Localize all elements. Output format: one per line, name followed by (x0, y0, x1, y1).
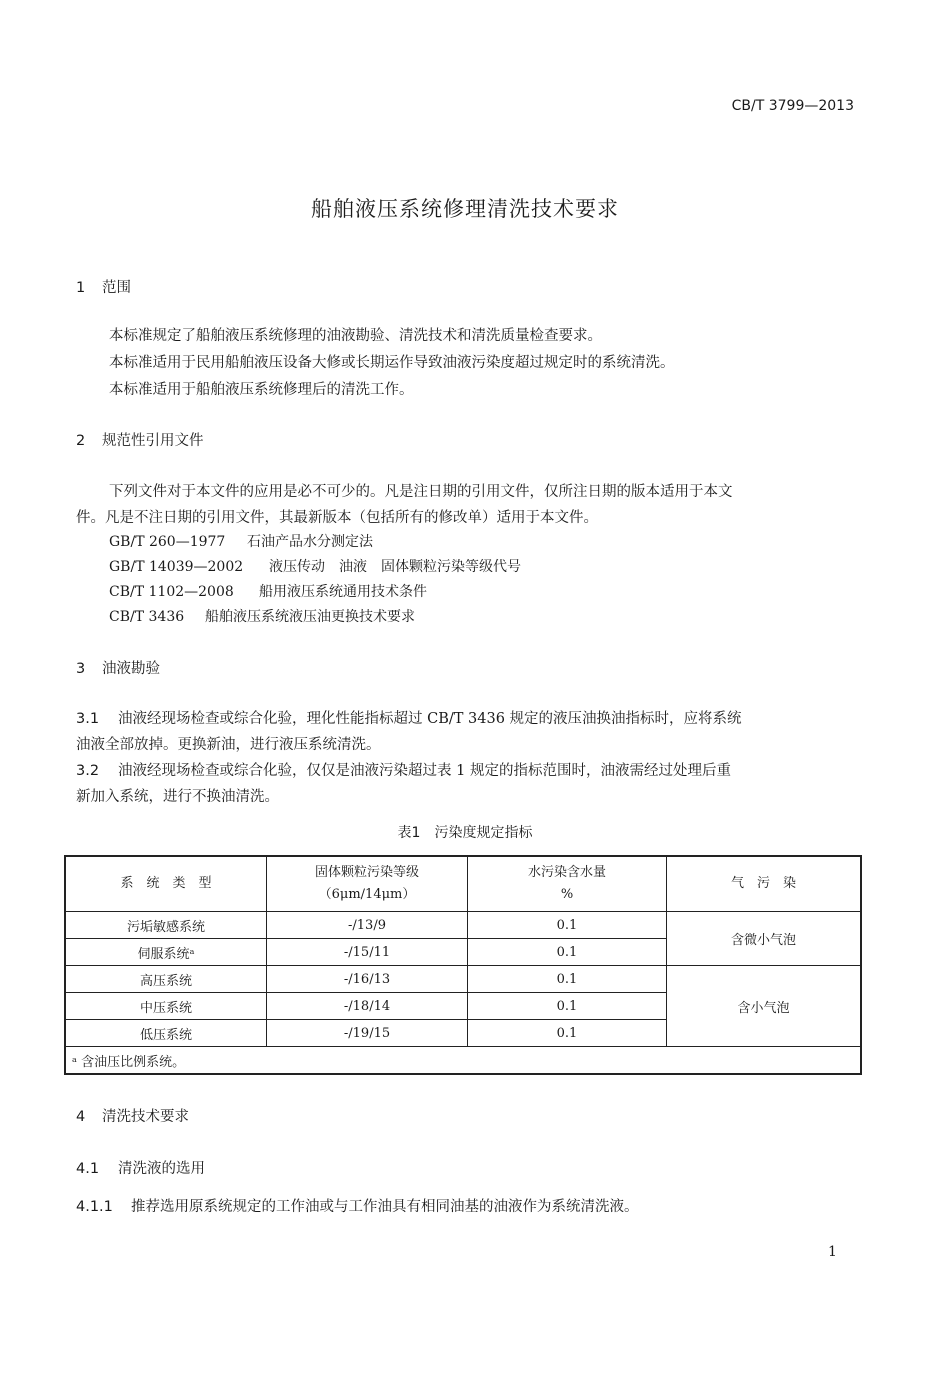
subsection-number: 4.1 (76, 1161, 100, 1177)
cell-water: 0.1 (468, 966, 667, 993)
section-3-heading (76, 657, 160, 678)
reference-code: CB/T 3436 (109, 609, 185, 625)
section-title: 规范性引用文件 (102, 433, 204, 449)
standard-code: CB/T 3799—2013 (731, 98, 854, 114)
reference-title: 船舶液压系统液压油更换技术要求 (205, 609, 415, 625)
table-row (65, 912, 861, 939)
paragraph: 下列文件对于本文件的应用是必不可少的。凡是注日期的引用文件，仅所注日期的版本适用于本文 (109, 484, 733, 500)
clause-number: 3.1 (76, 711, 100, 727)
header-water-content (468, 856, 667, 912)
clause-text: 油液经现场检查或综合化验，仅仅是油液污染超过表 1 规定的指标范围时，油液需经过处理后重 (118, 763, 731, 779)
section-1-heading (76, 276, 131, 297)
reference-item (109, 531, 373, 551)
header-line: 固体颗粒污染等级 (314, 865, 419, 880)
cell-particle: -/15/11 (267, 939, 468, 966)
reference-item (109, 556, 521, 576)
paragraph: 新加入系统，进行不换油清洗。 (76, 789, 279, 805)
clause-number: 4.1.1 (76, 1199, 113, 1215)
reference-code: GB/T 14039—2002 (109, 559, 244, 575)
table-row (65, 966, 861, 993)
cell-water: 0.1 (468, 993, 667, 1020)
header-line: 水污染含水量 (527, 865, 606, 880)
clause-4-1-1 (76, 1195, 639, 1216)
table-footnote-row (65, 1047, 861, 1075)
section-title: 清洗技术要求 (102, 1109, 189, 1125)
table-header-row (65, 856, 861, 912)
section-title: 范围 (102, 280, 131, 296)
subsection-title: 清洗液的选用 (118, 1161, 205, 1177)
reference-item (109, 606, 415, 626)
header-air-pollution: 气 污 染 (667, 856, 862, 912)
cell-system-type: 高压系统 (65, 966, 267, 993)
section-2-heading (76, 429, 204, 450)
paragraph: 本标准规定了船舶液压系统修理的油液勘验、清洗技术和清洗质量检查要求。 (109, 328, 602, 344)
section-number: 2 (76, 433, 86, 449)
reference-title: 石油产品水分测定法 (247, 534, 373, 550)
reference-title: 船用液压系统通用技术条件 (259, 584, 427, 600)
clause-3-2 (76, 759, 731, 780)
clause-text: 油液经现场检查或综合化验，理化性能指标超过 CB/T 3436 规定的液压油换油指标时，应将系统 (118, 711, 742, 727)
paragraph: 本标准适用于船舶液压系统修理后的清洗工作。 (109, 382, 414, 398)
cell-particle: -/16/13 (267, 966, 468, 993)
table-footnote: ᵃ 含油压比例系统。 (65, 1047, 861, 1075)
header-particle-level (267, 856, 468, 912)
subsection-4-1-heading (76, 1157, 205, 1178)
header-line: % (560, 887, 574, 902)
section-number: 4 (76, 1109, 86, 1125)
page-number: 1 (828, 1244, 837, 1260)
pollution-index-table (64, 855, 862, 1075)
cell-system-type: 污垢敏感系统 (65, 912, 267, 939)
reference-title: 液压传动 油液 固体颗粒污染等级代号 (269, 559, 521, 575)
section-4-heading (76, 1105, 189, 1126)
section-number: 1 (76, 280, 86, 296)
cell-system-type: 伺服系统ᵃ (65, 939, 267, 966)
document-title: 船舶液压系统修理清洗技术要求 (311, 197, 619, 221)
cell-system-type: 低压系统 (65, 1020, 267, 1047)
cell-air: 含微小气泡 (667, 912, 862, 966)
cell-water: 0.1 (468, 912, 667, 939)
header-line: （6μm/14μm） (318, 887, 416, 902)
paragraph: 件。凡是不注日期的引用文件，其最新版本（包括所有的修改单）适用于本文件。 (76, 510, 598, 526)
header-system-type: 系 统 类 型 (65, 856, 267, 912)
clause-3-1 (76, 707, 742, 728)
section-title: 油液勘验 (102, 661, 160, 677)
paragraph: 本标准适用于民用船舶液压设备大修或长期运作导致油液污染度超过规定时的系统清洗。 (109, 355, 675, 371)
cell-water: 0.1 (468, 1020, 667, 1047)
reference-code: GB/T 260—1977 (109, 534, 226, 550)
clause-number: 3.2 (76, 763, 100, 779)
paragraph: 油液全部放掉。更换新油，进行液压系统清洗。 (76, 737, 381, 753)
cell-particle: -/19/15 (267, 1020, 468, 1047)
clause-text: 推荐选用原系统规定的工作油或与工作油具有相同油基的油液作为系统清洗液。 (131, 1199, 639, 1215)
section-number: 3 (76, 661, 86, 677)
cell-particle: -/18/14 (267, 993, 468, 1020)
cell-system-type: 中压系统 (65, 993, 267, 1020)
table-caption: 表1 污染度规定指标 (397, 825, 533, 841)
cell-water: 0.1 (468, 939, 667, 966)
reference-code: CB/T 1102—2008 (109, 584, 234, 600)
reference-item (109, 581, 427, 601)
cell-particle: -/13/9 (267, 912, 468, 939)
cell-air: 含小气泡 (667, 966, 862, 1047)
